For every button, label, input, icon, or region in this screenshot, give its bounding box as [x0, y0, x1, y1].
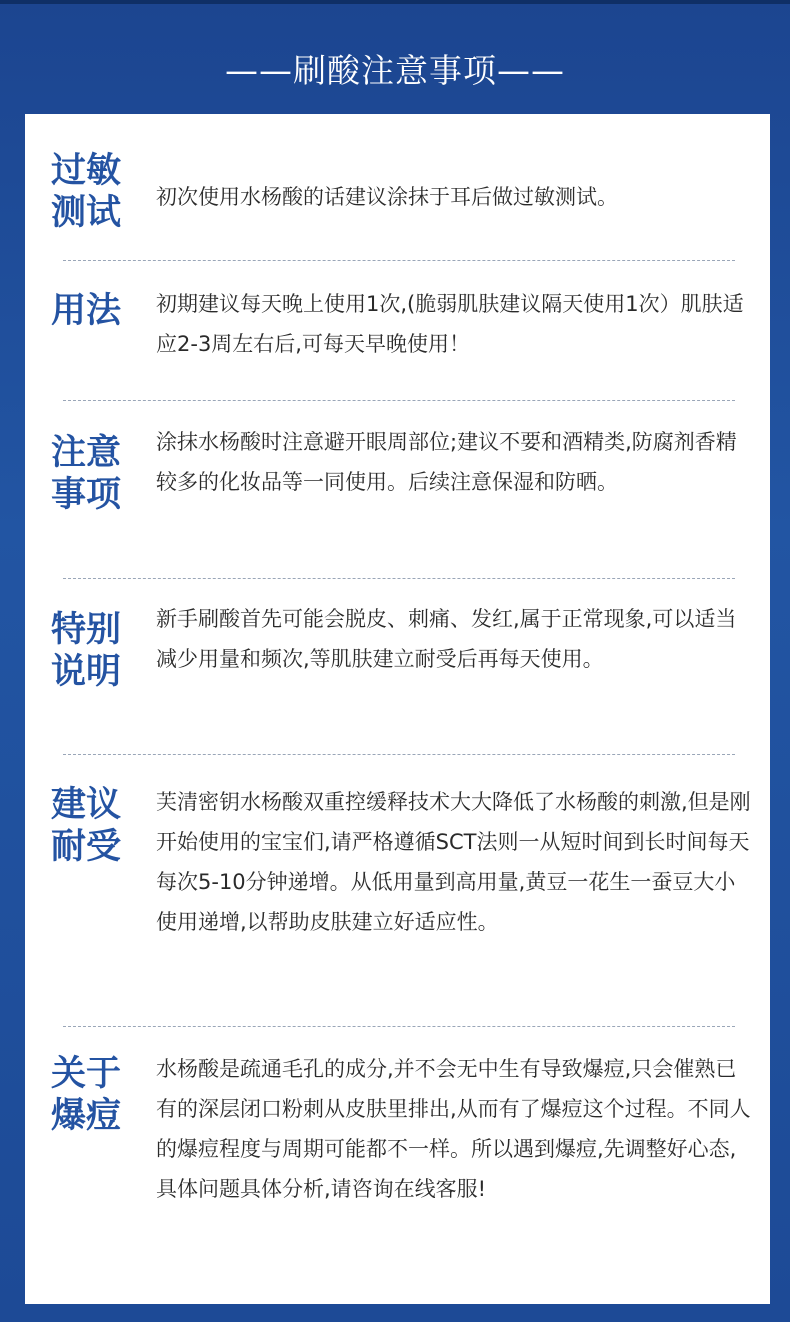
- section-text: 涂抹水杨酸时注意避开眼周部位;建议不要和酒精类,防腐剂香精较多的化妆品等一同使用。后续注意保湿和防晒。: [156, 430, 737, 494]
- divider: [63, 754, 735, 755]
- divider: [63, 578, 735, 579]
- section-text: 水杨酸是疏通毛孔的成分,并不会无中生有导致爆痘,只会催熟已有的深层闭口粉刺从皮肤里排出,从而有了爆痘这个过程。不同人的爆痘程度与周期可能都不一样。所以遇到爆痘,先调整好心态,具体问题具体分析,请咨询在线客服!: [156, 1057, 751, 1201]
- divider: [63, 400, 735, 401]
- section-label: 建议耐受: [51, 785, 122, 867]
- section-label: 注意事项: [51, 433, 122, 515]
- top-border: [0, 0, 790, 4]
- section-text: 芙清密钥水杨酸双重控缓释技术大大降低了水杨酸的刺激,但是刚开始使用的宝宝们,请严格遵循SCT法则一从短时间到长时间每天每次5-10分钟递增。从低用量到高用量,黄豆一花生一蚕豆大小使用递增,以帮助皮肤建立好适应性。: [156, 790, 751, 934]
- section-label: 关于爆痘: [51, 1054, 122, 1136]
- divider: [63, 1026, 735, 1027]
- section-text: 初次使用水杨酸的话建议涂抹于耳后做过敏测试。: [156, 185, 618, 209]
- section-label: 特别说明: [51, 610, 122, 692]
- section-text: 新手刷酸首先可能会脱皮、刺痛、发红,属于正常现象,可以适当减少用量和频次,等肌肤建立耐受后再每天使用。: [156, 607, 737, 671]
- content-card: [25, 114, 770, 1304]
- section-label: 用法: [51, 291, 122, 331]
- section-label: 过敏测试: [51, 151, 122, 233]
- divider: [63, 260, 735, 261]
- section-text: 初期建议每天晚上使用1次,(脆弱肌肤建议隔天使用1次）肌肤适应2-3周左右后,可每天早晚使用！: [156, 292, 744, 356]
- page-title: ——刷酸注意事项——: [225, 50, 565, 90]
